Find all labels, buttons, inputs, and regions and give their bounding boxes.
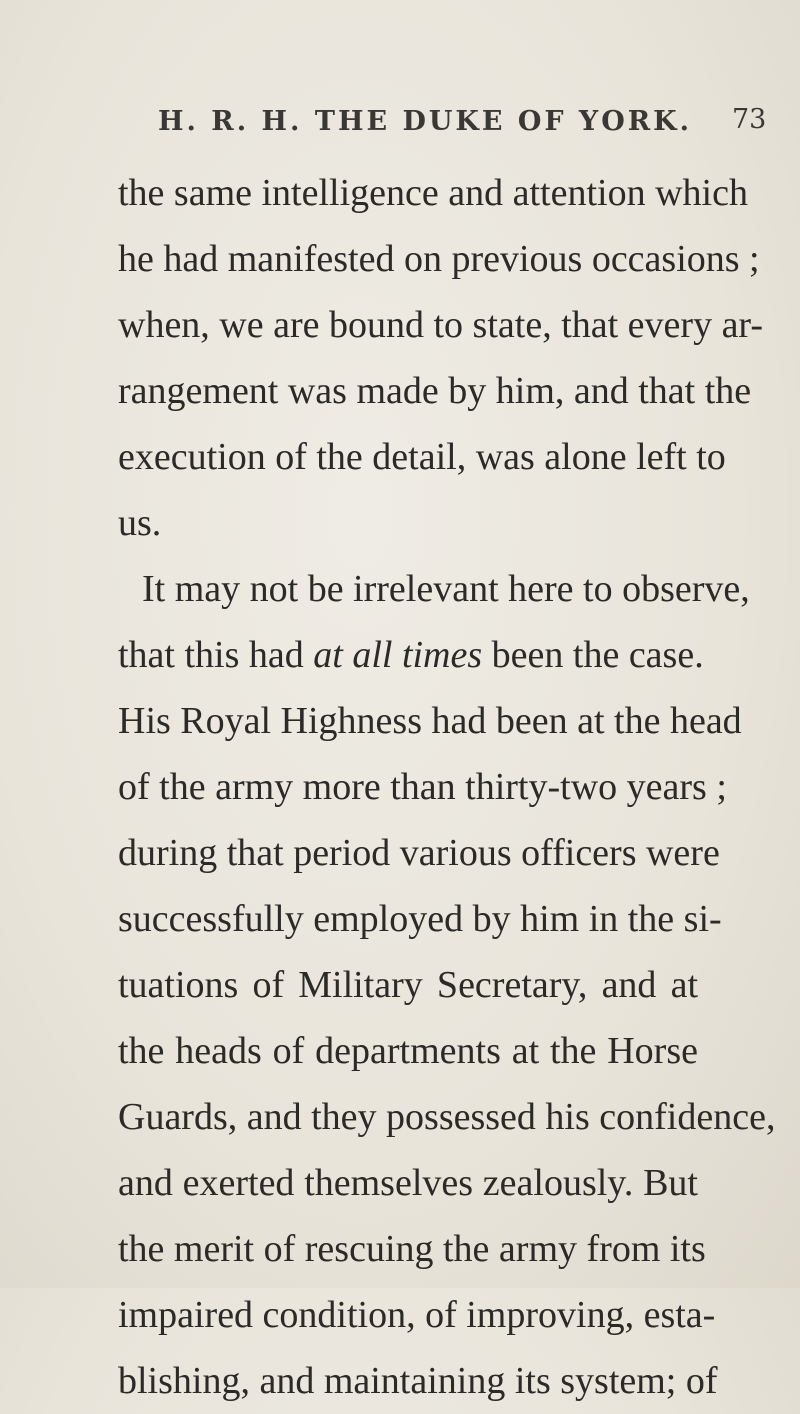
text-segment: been the case. — [491, 634, 704, 676]
text-line: execution of the detail, was alone left to — [118, 436, 726, 478]
text-line: when, we are bound to state, that every ar- — [118, 304, 763, 346]
text-line: during that period various officers were — [118, 832, 720, 874]
body-text — [118, 160, 776, 1414]
text-line: blishing, and maintaining its system; of — [118, 1360, 718, 1402]
text-line: of the army more than thirty-two years ; — [118, 766, 727, 808]
text-line: the same intelligence and attention which — [118, 172, 748, 214]
running-header — [0, 100, 800, 140]
text-line: he had manifested on previous occasions ; — [118, 238, 760, 280]
page-number: 73 — [732, 104, 767, 135]
text-line: Guards, and they possessed his confidence, — [118, 1096, 776, 1138]
text-line: His Royal Highness had been at the head — [118, 700, 742, 742]
text-line: successfully employed by him in the si- — [118, 898, 722, 940]
text-line: and exerted themselves zealously. But — [118, 1162, 698, 1204]
text-line — [118, 622, 704, 688]
text-line: impaired condition, of improving, esta- — [118, 1294, 716, 1336]
running-title: H. R. H. THE DUKE OF YORK. — [158, 106, 693, 137]
text-segment: that this had — [118, 634, 304, 676]
italic-phrase: at all times — [313, 634, 483, 676]
text-line: tuations of Military Secretary, and at — [118, 964, 698, 1006]
text-line: It may not be irrelevant here to observe, — [142, 568, 750, 610]
text-line: the heads of departments at the Horse — [118, 1030, 698, 1072]
text-line: us. — [118, 502, 162, 544]
text-line: the merit of rescuing the army from its — [118, 1228, 706, 1270]
text-line: rangement was made by him, and that the — [118, 370, 752, 412]
